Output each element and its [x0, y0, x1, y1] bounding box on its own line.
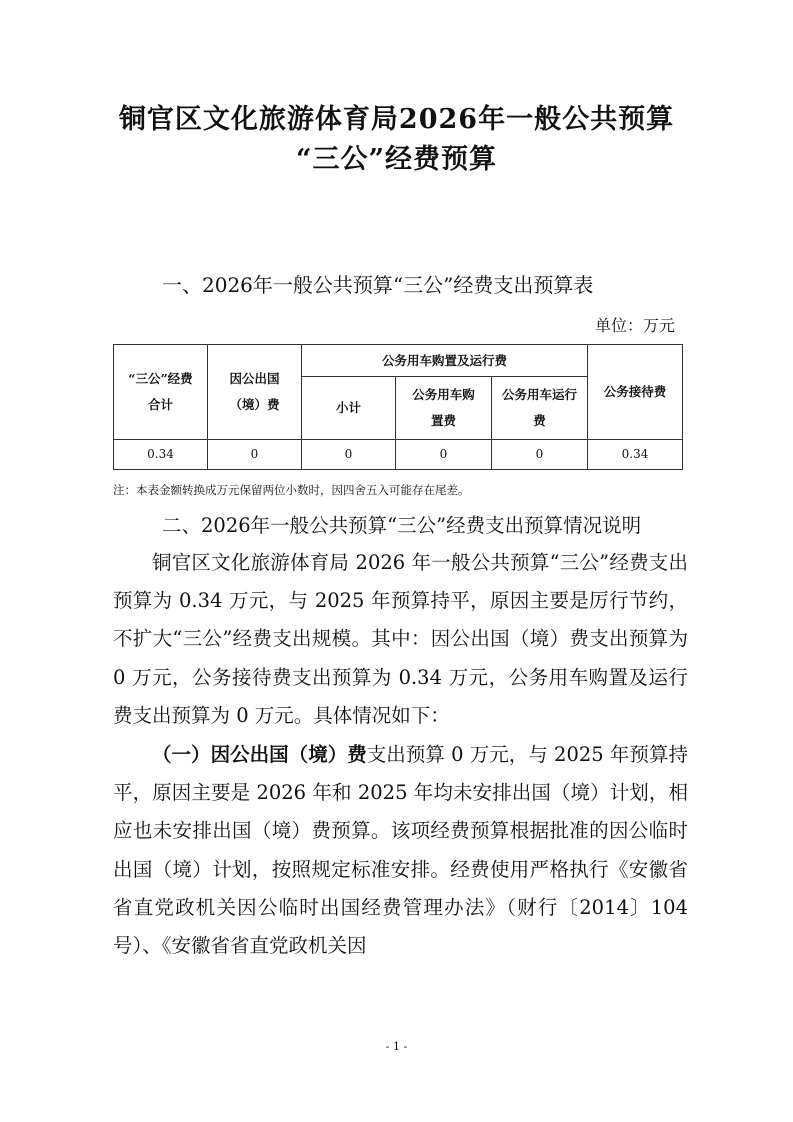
document-title-line1: 铜官区文化旅游体育局2026年一般公共预算 — [118, 104, 675, 135]
paragraph-summary: 铜官区文化旅游体育局 2026 年一般公共预算“三公”经费支出预算为 0.34 万元，与 2025 年预算持平，原因主要是厉行节约，不扩大“三公”经费支出规模。其中：因公出国（境）费支出预算为 0 万元，公务接待费支出预算为 0.34 万元，公务用车购置及运行费支出预算为 0 万元。具体情况如下： — [113, 551, 688, 727]
cell-total: 0.34 — [114, 440, 208, 470]
budget-table — [113, 344, 683, 470]
header-operation-line2: 费 — [533, 413, 546, 428]
header-reception: 公务接待费 — [588, 345, 683, 440]
header-abroad — [208, 345, 302, 440]
table-row — [114, 440, 683, 470]
header-purchase-line1: 公务用车购 — [412, 387, 475, 402]
header-operation-line1: 公务用车运行 — [501, 387, 577, 402]
paragraph-abroad-text: 支出预算 0 万元，与 2025 年预算持平，原因主要是 2026 年和 2025 年均未安排出国（境）计划，相应也未安排出国（境）费预算。该项经费预算根据批准的因公临时出国（境）计划，按照规定标准安排。经费使用严格执行《安徽省省直党政机关因公临时出国经费管理办法》（财行〔2014〕104 号）、《安徽省省直党政机关因 — [113, 743, 688, 958]
section1-heading: 一、2026年一般公共预算“三公”经费支出预算表 — [162, 273, 594, 297]
header-total — [114, 345, 208, 440]
cell-abroad: 0 — [208, 440, 302, 470]
header-vehicle-group: 公务用车购置及运行费 — [302, 345, 588, 377]
header-abroad-line1: 因公出国 — [229, 371, 280, 386]
unit-label: 单位：万元 — [594, 316, 675, 335]
header-subtotal: 小计 — [302, 377, 396, 440]
document-title-line2: “三公”经费预算 — [295, 144, 498, 175]
header-purchase — [396, 377, 492, 440]
header-total-line2: 合计 — [147, 397, 173, 412]
header-abroad-line2: （境）费 — [229, 397, 280, 412]
cell-subtotal: 0 — [302, 440, 396, 470]
cell-reception: 0.34 — [588, 440, 683, 470]
cell-purchase: 0 — [396, 440, 492, 470]
header-purchase-line2: 置费 — [430, 413, 456, 428]
section2-heading: 二、2026年一般公共预算“三公”经费支出预算情况说明 — [162, 514, 642, 537]
paragraph-abroad-heading: （一）因公出国（境）费 — [152, 743, 367, 767]
header-total-line1: “三公”经费 — [128, 371, 193, 386]
page-number: - 1 - — [385, 1040, 408, 1053]
section2-body — [113, 544, 688, 965]
header-operation — [492, 377, 588, 440]
table-note: 注：本表金额转换成万元保留两位小数时，因四舍五入可能存在尾差。 — [113, 483, 470, 497]
paragraph-abroad — [113, 736, 688, 965]
cell-operation: 0 — [492, 440, 588, 470]
